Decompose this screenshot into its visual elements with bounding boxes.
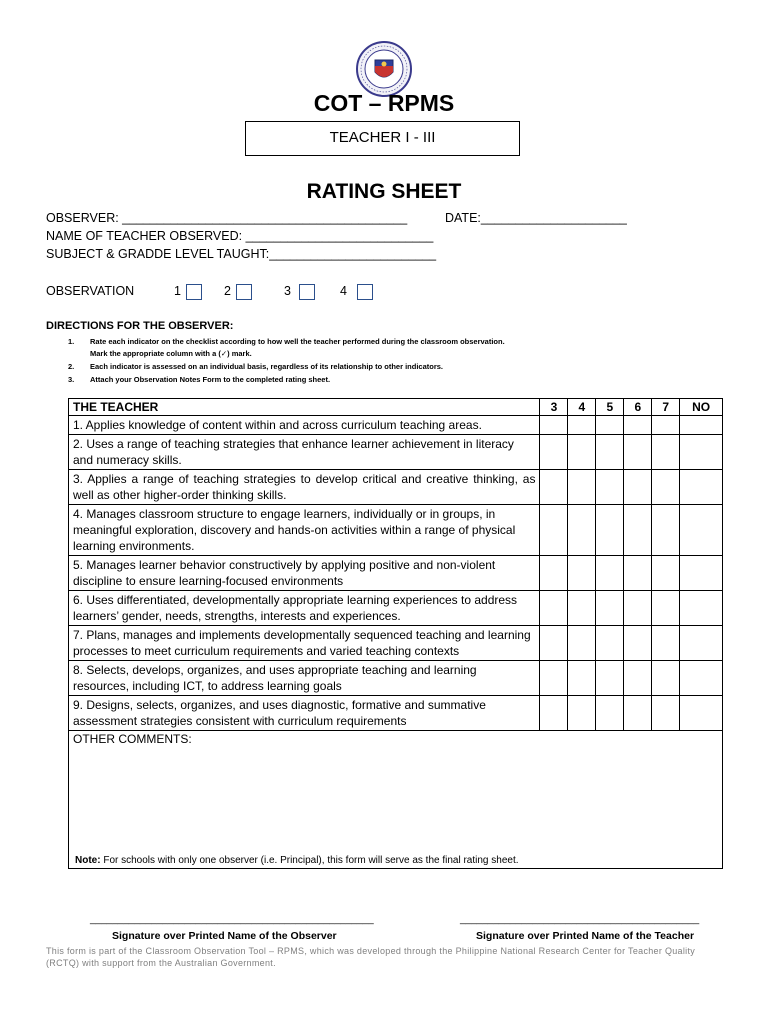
rating-cell-7[interactable] [652, 416, 680, 435]
other-comments-area[interactable] [69, 731, 723, 869]
rating-cell-5[interactable] [596, 435, 624, 470]
observation-3-checkbox[interactable] [299, 284, 315, 300]
table-row [69, 505, 723, 556]
rating-cell-4[interactable] [568, 626, 596, 661]
note-text [75, 855, 519, 866]
table-row [69, 416, 723, 435]
direction-number: 1. [68, 337, 75, 346]
table-row [69, 591, 723, 626]
observer-signature-line[interactable]: ___________________________________________________ [90, 914, 374, 925]
rating-cell-5[interactable] [596, 591, 624, 626]
rating-cell-5[interactable] [596, 696, 624, 731]
rating-cell-6[interactable] [624, 556, 652, 591]
rating-cell-6[interactable] [624, 661, 652, 696]
rating-cell-4[interactable] [568, 416, 596, 435]
observation-1-checkbox[interactable] [186, 284, 202, 300]
rating-cell-4[interactable] [568, 591, 596, 626]
direction-text: Rate each indicator on the checklist according to how well the teacher performed during the classroom observation. [90, 337, 505, 346]
teacher-name-field[interactable]: NAME OF TEACHER OBSERVED: ___________________________ [46, 229, 434, 243]
direction-text: Mark the appropriate column with a (✓) mark. [90, 349, 252, 358]
rating-cell-3[interactable] [540, 556, 568, 591]
rating-cell-no[interactable] [680, 556, 723, 591]
rating-cell-6[interactable] [624, 470, 652, 505]
rating-cell-5[interactable] [596, 416, 624, 435]
table-row [69, 696, 723, 731]
rating-sheet-title: RATING SHEET [306, 180, 462, 203]
teacher-signature-line[interactable]: ___________________________________________ [460, 914, 700, 925]
rating-cell-7[interactable] [652, 661, 680, 696]
rating-cell-3[interactable] [540, 435, 568, 470]
table-row [69, 556, 723, 591]
teacher-signature-label: Signature over Printed Name of the Teacher [476, 930, 695, 942]
document-title: COT – RPMS [313, 90, 455, 116]
table-row [69, 470, 723, 505]
table-header-row [69, 399, 723, 416]
table-row [69, 435, 723, 470]
column-header-4: 4 [568, 399, 596, 416]
rating-cell-3[interactable] [540, 416, 568, 435]
observation-option-3-label: 3 [284, 284, 291, 298]
rating-cell-4[interactable] [568, 661, 596, 696]
rating-cell-7[interactable] [652, 470, 680, 505]
indicator-text: 3. Applies a range of teaching strategies to develop critical and creative thinking, as well as other higher-order thinking skills. [69, 470, 540, 505]
note-label: Note: [75, 855, 101, 866]
observation-option-2-label: 2 [224, 284, 231, 298]
teacher-column-header: THE TEACHER [69, 399, 540, 416]
observer-signature-label: Signature over Printed Name of the Observer [112, 930, 337, 942]
rating-table [68, 398, 723, 869]
indicator-text: 5. Manages learner behavior constructively by applying positive and non-violent discipline to ensure learning-focused environments [69, 556, 540, 591]
direction-number: 3. [68, 375, 75, 384]
rating-cell-no[interactable] [680, 416, 723, 435]
direction-text: Attach your Observation Notes Form to the completed rating sheet. [90, 375, 331, 384]
rating-cell-6[interactable] [624, 696, 652, 731]
rating-cell-7[interactable] [652, 556, 680, 591]
rating-cell-4[interactable] [568, 556, 596, 591]
column-header-5: 5 [596, 399, 624, 416]
rating-cell-6[interactable] [624, 626, 652, 661]
rating-cell-7[interactable] [652, 505, 680, 556]
rating-cell-7[interactable] [652, 626, 680, 661]
observation-2-checkbox[interactable] [236, 284, 252, 300]
rating-cell-no[interactable] [680, 661, 723, 696]
column-header-no: NO [680, 399, 723, 416]
rating-cell-3[interactable] [540, 661, 568, 696]
rating-cell-no[interactable] [680, 626, 723, 661]
rating-cell-6[interactable] [624, 416, 652, 435]
subject-grade-field[interactable]: SUBJECT & GRADDE LEVEL TAUGHT:________________________ [46, 247, 437, 261]
observation-option-4-label: 4 [340, 284, 347, 298]
other-comments-label: OTHER COMMENTS: [73, 732, 192, 746]
teacher-level-box: TEACHER I - III [245, 121, 520, 156]
directions-heading: DIRECTIONS FOR THE OBSERVER: [46, 320, 234, 332]
column-header-3: 3 [540, 399, 568, 416]
table-row [69, 626, 723, 661]
observer-field[interactable]: OBSERVER: _________________________________________ [46, 211, 408, 225]
rating-cell-4[interactable] [568, 505, 596, 556]
rating-cell-6[interactable] [624, 505, 652, 556]
rating-cell-no[interactable] [680, 591, 723, 626]
rating-cell-3[interactable] [540, 470, 568, 505]
rating-cell-3[interactable] [540, 505, 568, 556]
indicator-text: 2. Uses a range of teaching strategies that enhance learner achievement in literacy and numeracy skills. [69, 435, 540, 470]
note-body: For schools with only one observer (i.e. Principal), this form will serve as the final rating sheet. [100, 855, 519, 866]
indicator-text: 7. Plans, manages and implements developmentally sequenced teaching and learning processes to meet curriculum requirements and varied teaching contexts [69, 626, 540, 661]
rating-cell-no[interactable] [680, 505, 723, 556]
column-header-6: 6 [624, 399, 652, 416]
rating-cell-3[interactable] [540, 591, 568, 626]
date-field[interactable]: DATE:_____________________ [445, 211, 627, 225]
observation-label: OBSERVATION [46, 284, 135, 298]
rating-cell-5[interactable] [596, 626, 624, 661]
direction-number: 2. [68, 362, 75, 371]
rating-cell-5[interactable] [596, 470, 624, 505]
rating-cell-5[interactable] [596, 661, 624, 696]
rating-cell-3[interactable] [540, 626, 568, 661]
rating-cell-5[interactable] [596, 505, 624, 556]
table-row [69, 661, 723, 696]
rating-cell-5[interactable] [596, 556, 624, 591]
indicator-text: 6. Uses differentiated, developmentally appropriate learning experiences to address learners’ gender, needs, strengths, interests and experiences. [69, 591, 540, 626]
rating-cell-no[interactable] [680, 435, 723, 470]
observation-option-1-label: 1 [174, 284, 181, 298]
rating-cell-6[interactable] [624, 435, 652, 470]
indicator-text: 8. Selects, develops, organizes, and uses appropriate teaching and learning resources, including ICT, to address learning goals [69, 661, 540, 696]
rating-cell-4[interactable] [568, 470, 596, 505]
rating-cell-no[interactable] [680, 470, 723, 505]
rating-cell-3[interactable] [540, 696, 568, 731]
comments-row [69, 731, 723, 869]
rating-cell-6[interactable] [624, 591, 652, 626]
rating-cell-no[interactable] [680, 696, 723, 731]
rating-cell-4[interactable] [568, 435, 596, 470]
footer-note: This form is part of the Classroom Observation Tool – RPMS, which was developed through the Philippine National Research Center for Teacher Quality (RCTQ) with support from the Australian Government. [46, 946, 696, 968]
rating-cell-7[interactable] [652, 696, 680, 731]
indicator-text: 9. Designs, selects, organizes, and uses diagnostic, formative and summative assessment strategies consistent with curriculum requirements [69, 696, 540, 731]
indicator-text: 4. Manages classroom structure to engage learners, individually or in groups, in meaningful exploration, discovery and hands-on activities within a range of physical learning environments. [69, 505, 540, 556]
indicator-text: 1. Applies knowledge of content within and across curriculum teaching areas. [69, 416, 540, 435]
column-header-7: 7 [652, 399, 680, 416]
observation-4-checkbox[interactable] [357, 284, 373, 300]
rating-cell-7[interactable] [652, 435, 680, 470]
rating-cell-4[interactable] [568, 696, 596, 731]
rating-cell-7[interactable] [652, 591, 680, 626]
direction-text: Each indicator is assessed on an individual basis, regardless of its relationship to other indicators. [90, 362, 444, 371]
